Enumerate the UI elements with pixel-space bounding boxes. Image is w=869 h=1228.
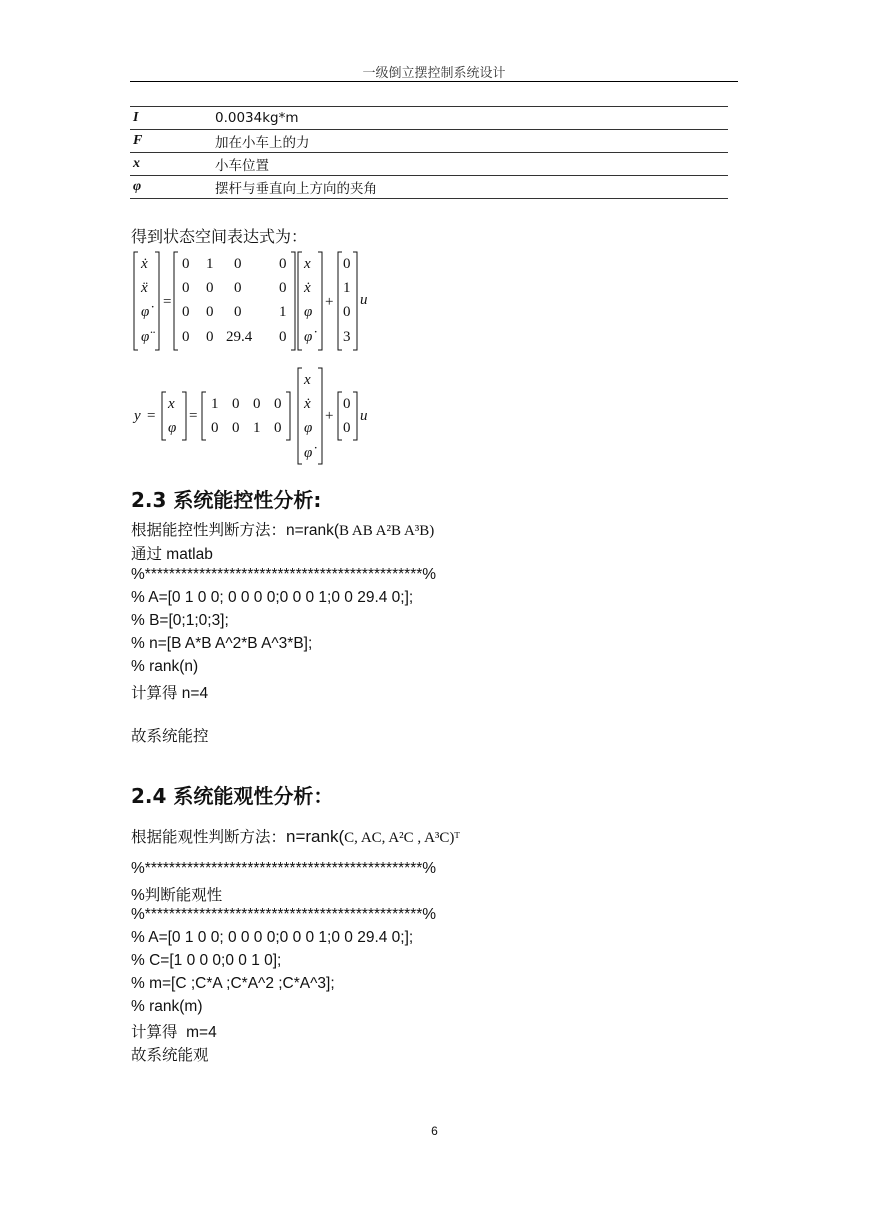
- section-heading-2-3: 2.3 系统能控性分析:: [131, 488, 322, 512]
- a-cell: 0: [206, 304, 214, 320]
- code-line: % n=[B A*B A^2*B A^3*B];: [131, 635, 313, 652]
- svg-text:+: +: [325, 294, 334, 310]
- c-cell: 0: [232, 396, 240, 412]
- a-cell: 0: [279, 280, 287, 296]
- controllability-method: 根据能控性判断方法：n=rank(B AB A²B A³B): [131, 522, 435, 539]
- a-cell: 0: [234, 256, 242, 272]
- param-desc: 小车位置: [212, 153, 728, 176]
- c-cell: 0: [274, 396, 282, 412]
- a-cell: 1: [206, 256, 214, 272]
- code-line: % A=[0 1 0 0; 0 0 0 0;0 0 0 1;0 0 29.4 0;];: [131, 929, 414, 946]
- conclusion-text: 故系统能控: [131, 728, 209, 745]
- state-equation: [128, 248, 388, 356]
- code-line: % C=[1 0 0 0;0 0 1 0];: [131, 952, 282, 969]
- a-cell: 0: [279, 256, 287, 272]
- running-header: 一级倒立摆控制系统设计: [362, 65, 506, 80]
- table-row: [130, 130, 728, 153]
- code-line: % B=[0;1;0;3];: [131, 612, 229, 629]
- a-cell: 0: [206, 329, 214, 345]
- code-line: %**********************************************%: [131, 566, 437, 583]
- d-cell: 0: [343, 396, 351, 412]
- a-cell: 0: [182, 256, 190, 272]
- table-row: [130, 107, 728, 130]
- y-symbol: y: [134, 408, 141, 424]
- a-cell: 0: [182, 280, 190, 296]
- code-line: %判断能观性: [131, 887, 223, 904]
- table-row: [130, 153, 728, 176]
- c-cell: 1: [253, 420, 261, 436]
- param-symbol: I: [130, 107, 212, 130]
- state-space-intro: 得到状态空间表达式为：: [131, 229, 308, 246]
- x-cell: x: [304, 256, 311, 272]
- b-cell: 1: [343, 280, 351, 296]
- param-desc: 加在小车上的力: [212, 130, 728, 153]
- a-cell: 0: [206, 280, 214, 296]
- svg-text:=: =: [189, 408, 198, 424]
- output-equation: [128, 364, 388, 468]
- a-cell: 0: [182, 329, 190, 345]
- a-cell: 29.4: [226, 329, 253, 345]
- a-cell: 0: [279, 329, 287, 345]
- c-cell: 0: [211, 420, 219, 436]
- parameter-table: [130, 106, 728, 199]
- lhs-1: ẍ: [141, 280, 148, 296]
- a-cell: 0: [234, 304, 242, 320]
- code-line: % rank(m): [131, 998, 203, 1015]
- x-cell: ẋ: [304, 396, 311, 412]
- svg-text:=: =: [163, 294, 172, 310]
- b-cell: 0: [343, 304, 351, 320]
- table-row: [130, 176, 728, 199]
- c-cell: 0: [274, 420, 282, 436]
- u-symbol: u: [360, 292, 368, 308]
- header-rule: [130, 81, 738, 82]
- b-cell: 3: [343, 329, 351, 345]
- yvec-cell: x: [168, 396, 175, 412]
- x-cell: ẋ: [304, 280, 311, 296]
- d-cell: 0: [343, 420, 351, 436]
- conclusion-text: 故系统能观: [131, 1047, 209, 1064]
- param-symbol: x: [130, 153, 212, 176]
- code-line: %**********************************************%: [131, 860, 437, 877]
- svg-text:=: =: [147, 408, 156, 424]
- via-matlab: 通过 matlab: [131, 546, 213, 563]
- observability-method: 根据能观性判断方法：n=rank(C, AC, A²C , A³C)ᵀ: [131, 827, 460, 846]
- param-desc: 摆杆与垂直向上方向的夹角: [212, 176, 728, 199]
- a-cell: 1: [279, 304, 287, 320]
- lhs-0: ẋ: [141, 256, 148, 272]
- x-cell: φ: [304, 304, 313, 320]
- param-desc: 0.0034kg*m: [212, 107, 728, 130]
- page-number: 6: [431, 1124, 438, 1138]
- lhs-3: φ̈: [141, 329, 150, 345]
- x-cell: φ̇: [304, 445, 313, 461]
- x-cell: x: [304, 372, 311, 388]
- code-line: % rank(n): [131, 658, 199, 675]
- c-cell: 0: [232, 420, 240, 436]
- b-cell: 0: [343, 256, 351, 272]
- x-cell: φ̇: [304, 329, 313, 345]
- c-cell: 0: [253, 396, 261, 412]
- x-cell: φ: [304, 420, 313, 436]
- lhs-2: φ̇: [141, 304, 150, 320]
- u-symbol: u: [360, 408, 368, 424]
- code-line: %**********************************************%: [131, 906, 437, 923]
- svg-text:+: +: [325, 408, 334, 424]
- param-symbol: F: [130, 130, 212, 153]
- code-line: % m=[C ;C*A ;C*A^2 ;C*A^3];: [131, 975, 335, 992]
- c-cell: 1: [211, 396, 219, 412]
- param-symbol: φ: [130, 176, 212, 199]
- a-cell: 0: [234, 280, 242, 296]
- yvec-cell: φ: [168, 420, 177, 436]
- a-cell: 0: [182, 304, 190, 320]
- result-text: 计算得 m=4: [131, 1024, 217, 1041]
- result-text: 计算得 n=4: [131, 685, 209, 702]
- code-line: % A=[0 1 0 0; 0 0 0 0;0 0 0 1;0 0 29.4 0;];: [131, 589, 414, 606]
- section-heading-2-4: 2.4 系统能观性分析：: [131, 784, 334, 808]
